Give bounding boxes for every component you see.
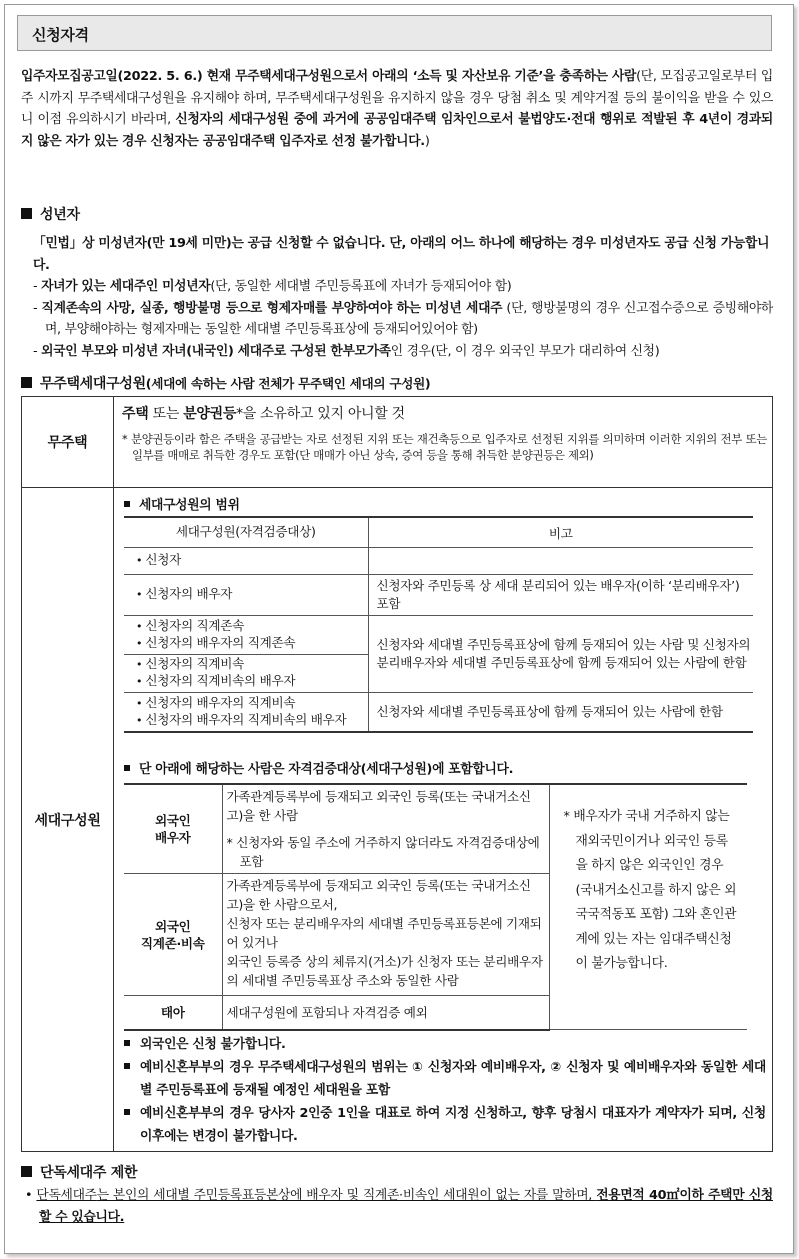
adult-item: - 외국인 부모와 미성년 자녀(내국인) 세대주로 구성된 한부모가족인 경우(단, 이 경우 외국인 부모가 대리하여 신청): [33, 343, 660, 359]
solo-term: 단독세대주: [36, 1188, 97, 1203]
adult-heading: [21, 204, 80, 224]
label-line: 배우자: [154, 830, 191, 845]
member-notes: [124, 1033, 766, 1148]
adult-item: - 직계존속의 사망, 실종, 행방불명 등으로 형제자매를 부양하여야 하는 미성년 세대주 (단, 행방불명의 경우 신고접수증으로 증빙해야하며, 부양해야하는 형제자매는 동일한 세대별 주민등록표상에 등재되어있어야 함): [33, 300, 773, 337]
desc-line: 외국인 등록증 상의 체류지(거소)가 신청자 또는 분리배우자의 세대별 주민등록표상 주소와 동일한 사람: [226, 954, 543, 988]
small-square-icon: [124, 501, 130, 507]
desc-line: 가족관계등록부에 등재되고 외국인 등록(또는 국내거소신고)을 한 사람: [226, 789, 531, 823]
member-cell: • 신청자의 배우자의 직계비속: [136, 695, 368, 712]
note-cell: [368, 547, 753, 574]
side-note: [549, 784, 747, 1030]
member-note-text: 예비신혼부부의 경우 당사자 2인중 1인을 대표로 하여 지정 신청하고, 향후 당첨시 대표자가 계약자가 되며, 신청이후에는 변경이 불가합니다.: [140, 1106, 766, 1144]
foreign-lineal-label: [124, 874, 222, 996]
foreign-lineal-desc: [222, 874, 549, 996]
desc-line: 신청자 또는 분리배우자의 세대별 주민등록표등본에 기재되어 있거나: [226, 916, 542, 950]
member-cell: • 신청자의 배우자: [136, 586, 232, 601]
include-heading-text: 단 아래에 해당하는 사람은 자격검증대상(세대구성원)에 포함합니다.: [139, 762, 514, 777]
adult-item-bold: 직계존속의 사망, 실종, 행방불명 등으로 형제자매를 부양하여야 하는 미성년 세대주: [41, 300, 503, 316]
fetus-label: 태아: [124, 996, 222, 1030]
square-bullet-icon: [21, 377, 32, 388]
household-heading-paren: (세대에 속하는 사람 전체가 무주택인 세대의 구성원): [145, 376, 431, 391]
adult-item-rest: (단, 동일한 세대별 주민등록표에 자녀가 등재되어야 함): [210, 279, 512, 294]
table-row: [124, 574, 753, 615]
intro-paragraph: [21, 66, 773, 152]
note-cell: 신청자와 주민등록 상 세대 분리되어 있는 배우자(이하 ‘분리배우자’) 포함: [368, 574, 753, 615]
foreign-spouse-label: [124, 784, 222, 874]
small-square-icon: [124, 1109, 130, 1115]
adult-section: [33, 233, 773, 362]
household-heading-text: 무주택세대구성원: [40, 376, 146, 392]
fetus-desc: 세대구성원에 포함되나 자격검증 예외: [222, 996, 549, 1030]
table-row: [124, 692, 753, 732]
section-title: 신청자격: [17, 15, 772, 51]
note-cell: 신청자와 세대별 주민등록표상에 함께 등재되어 있는 사람 및 신청자의 분리배우자와 세대별 주민등록표상에 함께 등재되어 있는 사람에 한함: [368, 615, 753, 692]
adult-item-bold: 외국인 부모와 미성년 자녀(내국인) 세대주로 구성된 한부모가족: [41, 343, 391, 359]
intro-condition: (단, 모집공고일로부터 입주 시까지 무주택세대구성원을 유지해야 하며, 무주택세대구성원을 유지하지 않을 경우 당첨 취소 및 계약거절 등의 불이익을 받을 수 있으니 이점 유의하시기 바라며,: [21, 69, 773, 127]
presale-note: * 분양권등이라 함은 주택을 공급받는 자로 선정된 지위 또는 재건축등으로 입주자로 선정된 지위를 의미하며 이러한 지위의 전부 또는 일부를 매매로 취득한 경우도 포함(단 매매가 아닌 상속, 증여 등을 통해 취득한 분양권등은 제외): [122, 432, 767, 462]
member-cell: • 신청자의 직계비속의 배우자: [136, 673, 368, 690]
member-note: [124, 1102, 766, 1148]
rule-bold-house: 주택: [122, 406, 149, 422]
include-heading: [124, 758, 513, 777]
adult-lead: 「민법」상 미성년자(만 19세 미만)는 공급 신청할 수 없습니다. 단, 아래의 어느 하나에 해당하는 경우 미성년자도 공급 신청 가능합니다.: [33, 236, 770, 273]
desc-line: 가족관계등록부에 등재되고 외국인 등록(또는 국내거소신고)을 한 사람으로서,: [226, 878, 531, 912]
solo-heading-text: 단독세대주 제한: [40, 1165, 138, 1181]
solo-paragraph: • 단독세대주는 본인의 세대별 주민등록표등본상에 배우자 및 직계존·비속인 세대원이 없는 자를 말하며, 전용면적 40㎡이하 주택만 신청할 수 있습니다.: [25, 1188, 773, 1225]
member-cell: • 신청자의 직계비속: [136, 656, 368, 673]
no-house-label: 무주택: [22, 397, 114, 487]
household-heading: [21, 373, 430, 393]
solo-desc: 는 본인의 세대별 주민등록표등본상에 배우자 및 직계존·비속인 세대원이 없는 자를 말하며,: [96, 1188, 597, 1203]
member-note: [124, 1056, 766, 1102]
table-row: [124, 615, 753, 654]
member-cell: • 신청자의 배우자의 직계존속: [136, 635, 368, 652]
solo-limit: 전용면적 40㎡이하 주택만 신청할 수 있습니다.: [39, 1188, 773, 1225]
intro-main-clause: 입주자모집공고일(2022. 5. 6.) 현재 무주택세대구성원으로서 아래의 ‘소득 및 자산보유 기준’을 충족하는 사람: [21, 69, 637, 84]
adult-item-rest: (단, 행방불명의 경우 신고접수증으로 증빙해야하며, 부양해야하는 형제자매는 동일한 세대별 주민등록표상에 등재되어있어야 함): [45, 300, 773, 337]
adult-heading-text: 성년자: [40, 207, 80, 223]
square-bullet-icon: [21, 208, 32, 219]
no-house-content: [122, 403, 767, 463]
adult-item-bold: 자녀가 있는 세대주인 미성년자: [41, 279, 211, 294]
scope-table: [124, 516, 753, 733]
members-label: 세대구성원: [22, 488, 114, 1151]
member-cell: • 신청자의 배우자의 직계비속의 배우자: [136, 712, 368, 729]
no-house-row: [22, 397, 772, 488]
member-cell: • 신청자의 직계존속: [136, 618, 368, 635]
rule-bold-presale: 분양권등: [183, 406, 237, 422]
include-table: [124, 783, 747, 1031]
label-line: 외국인: [154, 813, 191, 828]
side-note-text: * 배우자가 국내 거주하지 않는 재외국민이거나 외국인 등록을 하지 않은 외국인인 경우(국내거소신고를 하지 않은 외국국적동포 포함) 그와 혼인관계에 있는 자는 임대주택신청이 불가능합니다.: [563, 809, 737, 971]
small-square-icon: [124, 765, 130, 771]
intro-restriction: 신청자의 세대구성원 중에 과거에 공공임대주택 임차인으로서 불법양도·전대 행위로 적발된 후 4년이 경과되지 않은 자가 있는 경우 신청자는 공공임대주택 입주자로 선정 불가합니다.: [21, 112, 773, 149]
foreign-spouse-desc: [222, 784, 549, 874]
member-note-text: 예비신혼부부의 경우 무주택세대구성원의 범위는 ① 신청자와 예비배우자, ② 신청자 및 예비배우자와 동일한 세대별 주민등록표에 등재될 예정인 세대원을 포함: [140, 1060, 766, 1098]
desc-note: * 신청자와 동일 주소에 거주하지 않더라도 자격검증대상에 포함: [226, 835, 540, 869]
member-cell: • 신청자: [136, 552, 181, 567]
member-note: [124, 1033, 766, 1056]
table-row: [124, 547, 753, 574]
rule-text-2: *을 소유하고 있지 아니할 것: [236, 406, 405, 422]
small-square-icon: [124, 1063, 130, 1069]
small-square-icon: [124, 1040, 130, 1046]
table-header-row: [124, 517, 753, 547]
square-bullet-icon: [21, 1166, 32, 1177]
rule-text-1: 또는: [148, 406, 184, 422]
household-table: [21, 396, 773, 1152]
intro-close: ): [424, 133, 430, 149]
adult-item-rest: 인 경우(단, 이 경우 외국인 부모가 대리하여 신청): [390, 343, 660, 359]
member-note-text: 외국인은 신청 불가합니다.: [140, 1037, 286, 1052]
adult-item: - 자녀가 있는 세대주인 미성년자(단, 동일한 세대별 주민등록표에 자녀가 등재되어야 함): [33, 279, 512, 294]
label-line: 외국인: [154, 918, 191, 934]
no-house-rule: [122, 403, 767, 423]
solo-heading: [21, 1162, 137, 1182]
table-header: 비고: [368, 517, 753, 547]
table-header: 세대구성원(자격검증대상): [124, 517, 368, 547]
note-cell: 신청자와 세대별 주민등록표상에 함께 등재되어 있는 사람에 한함: [368, 692, 753, 732]
scope-heading-text: 세대구성원의 범위: [139, 498, 240, 513]
scope-heading: [124, 494, 240, 513]
label-line: 직계존·비속: [140, 935, 205, 951]
table-row: [124, 784, 747, 874]
members-row: [22, 488, 772, 1151]
